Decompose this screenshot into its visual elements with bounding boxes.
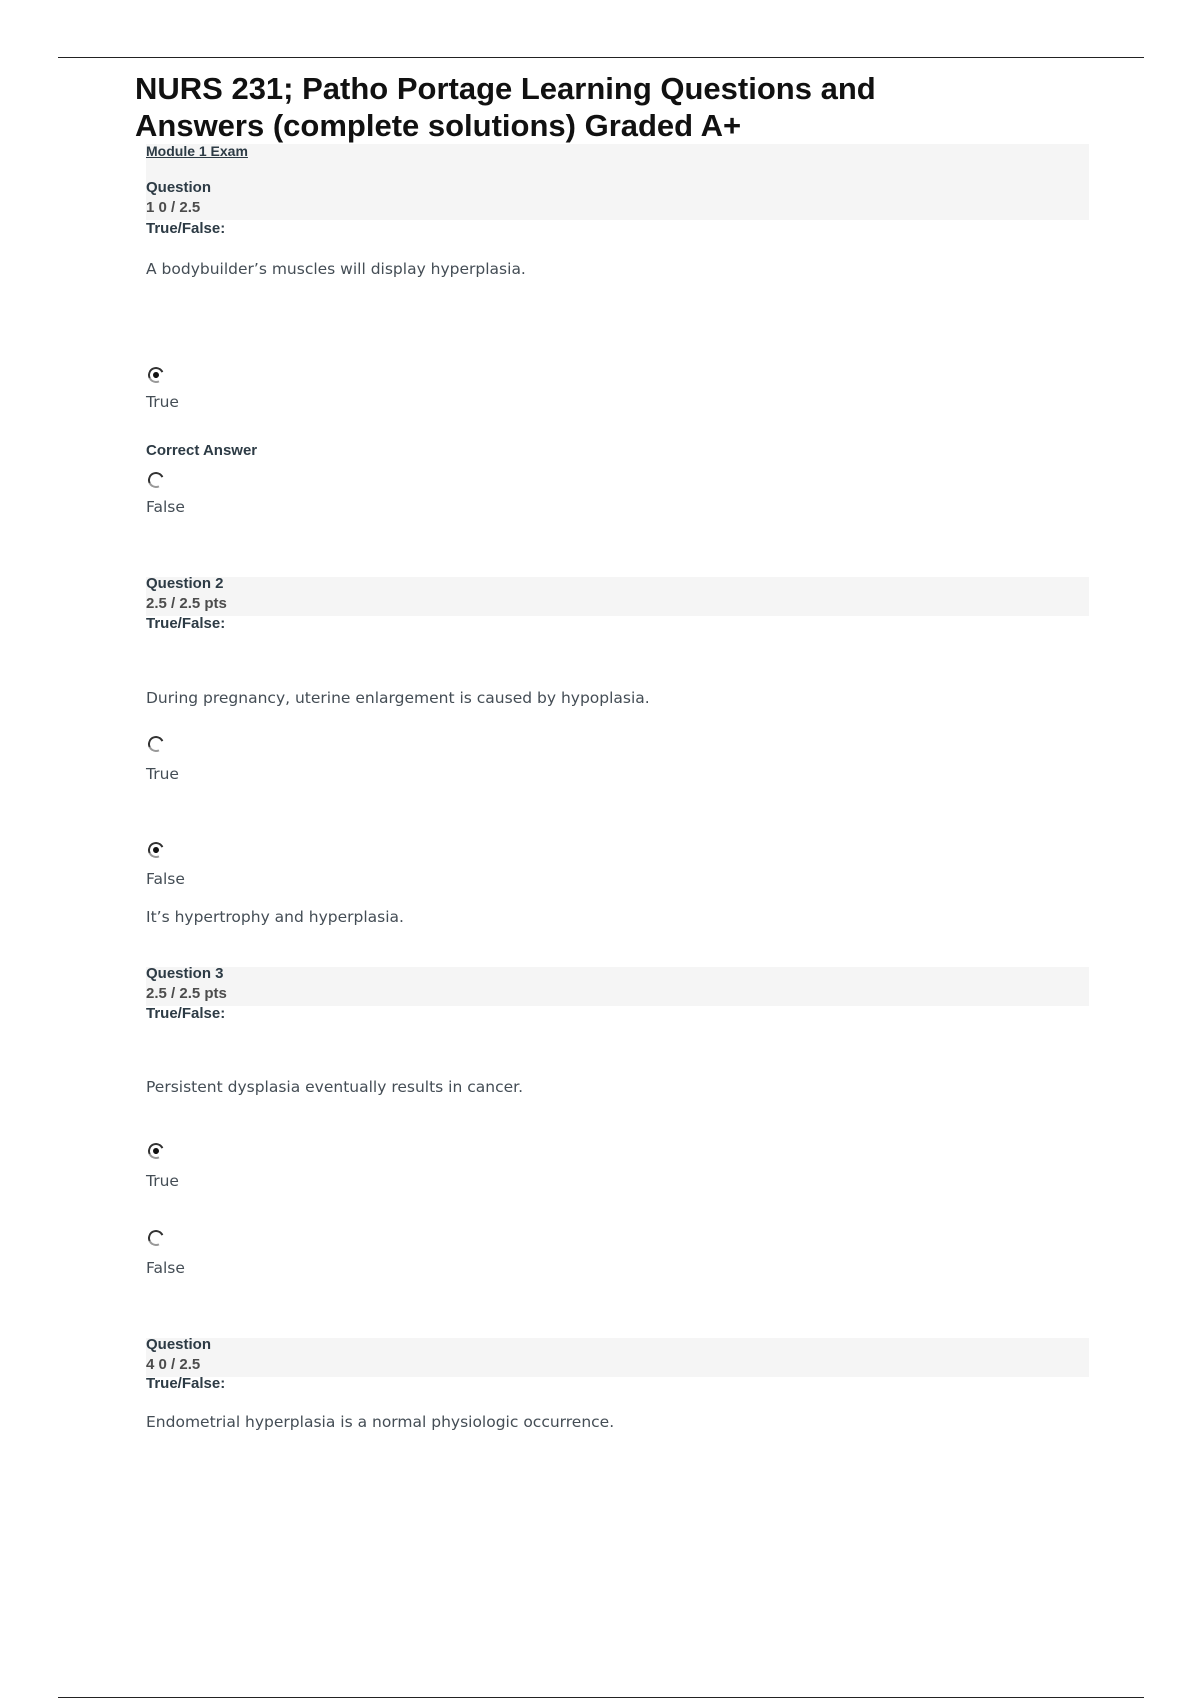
question-1-radio-false[interactable]: [146, 470, 167, 491]
module-link[interactable]: Module 1 Exam: [146, 143, 248, 159]
question-1-prompt: A bodybuilder’s muscles will display hyperplasia.: [146, 260, 526, 278]
question-2-type: True/False:: [146, 615, 226, 632]
question-2-option-true: True: [146, 765, 179, 783]
question-1-option-true: True: [146, 393, 179, 411]
question-2-radio-false[interactable]: [146, 840, 167, 861]
question-3-option-false: False: [146, 1259, 185, 1277]
question-1-option-false: False: [146, 498, 185, 516]
question-4-prompt: Endometrial hyperplasia is a normal physiologic occurrence.: [146, 1413, 615, 1431]
question-3-prompt: Persistent dysplasia eventually results in cancer.: [146, 1078, 524, 1096]
question-3-type: True/False:: [146, 1005, 226, 1022]
question-1-score: 1 0 / 2.5: [146, 199, 201, 216]
question-4-score: 4 0 / 2.5: [146, 1356, 201, 1373]
question-3-option-true: True: [146, 1172, 179, 1190]
top-rule: [58, 57, 1144, 58]
question-3-header-band: [146, 967, 1089, 1006]
question-1-header-band: [146, 144, 1089, 220]
question-4-type: True/False:: [146, 1375, 226, 1392]
question-2-feedback: It’s hypertrophy and hyperplasia.: [146, 908, 404, 926]
question-2-option-false: False: [146, 870, 185, 888]
question-2-title: Question 2: [146, 575, 224, 592]
question-3-radio-true[interactable]: [146, 1141, 167, 1162]
bottom-rule: [58, 1697, 1144, 1698]
question-3-score: 2.5 / 2.5 pts: [146, 985, 227, 1002]
question-2-radio-true[interactable]: [146, 734, 167, 755]
question-3-title: Question 3: [146, 965, 224, 982]
question-2-score: 2.5 / 2.5 pts: [146, 595, 227, 612]
question-3-radio-false[interactable]: [146, 1228, 167, 1249]
document-title: NURS 231; Patho Portage Learning Questions and Answers (complete solutions) Graded A+: [135, 71, 876, 143]
question-2-prompt: During pregnancy, uterine enlargement is caused by hypoplasia.: [146, 689, 650, 707]
correct-answer-label: Correct Answer: [146, 442, 258, 459]
question-1-type: True/False:: [146, 220, 226, 237]
question-4-header-band: [146, 1338, 1089, 1377]
question-4-title: Question: [146, 1336, 212, 1353]
question-1-title: Question: [146, 179, 212, 196]
question-2-header-band: [146, 577, 1089, 616]
question-1-radio-true[interactable]: [146, 365, 167, 386]
